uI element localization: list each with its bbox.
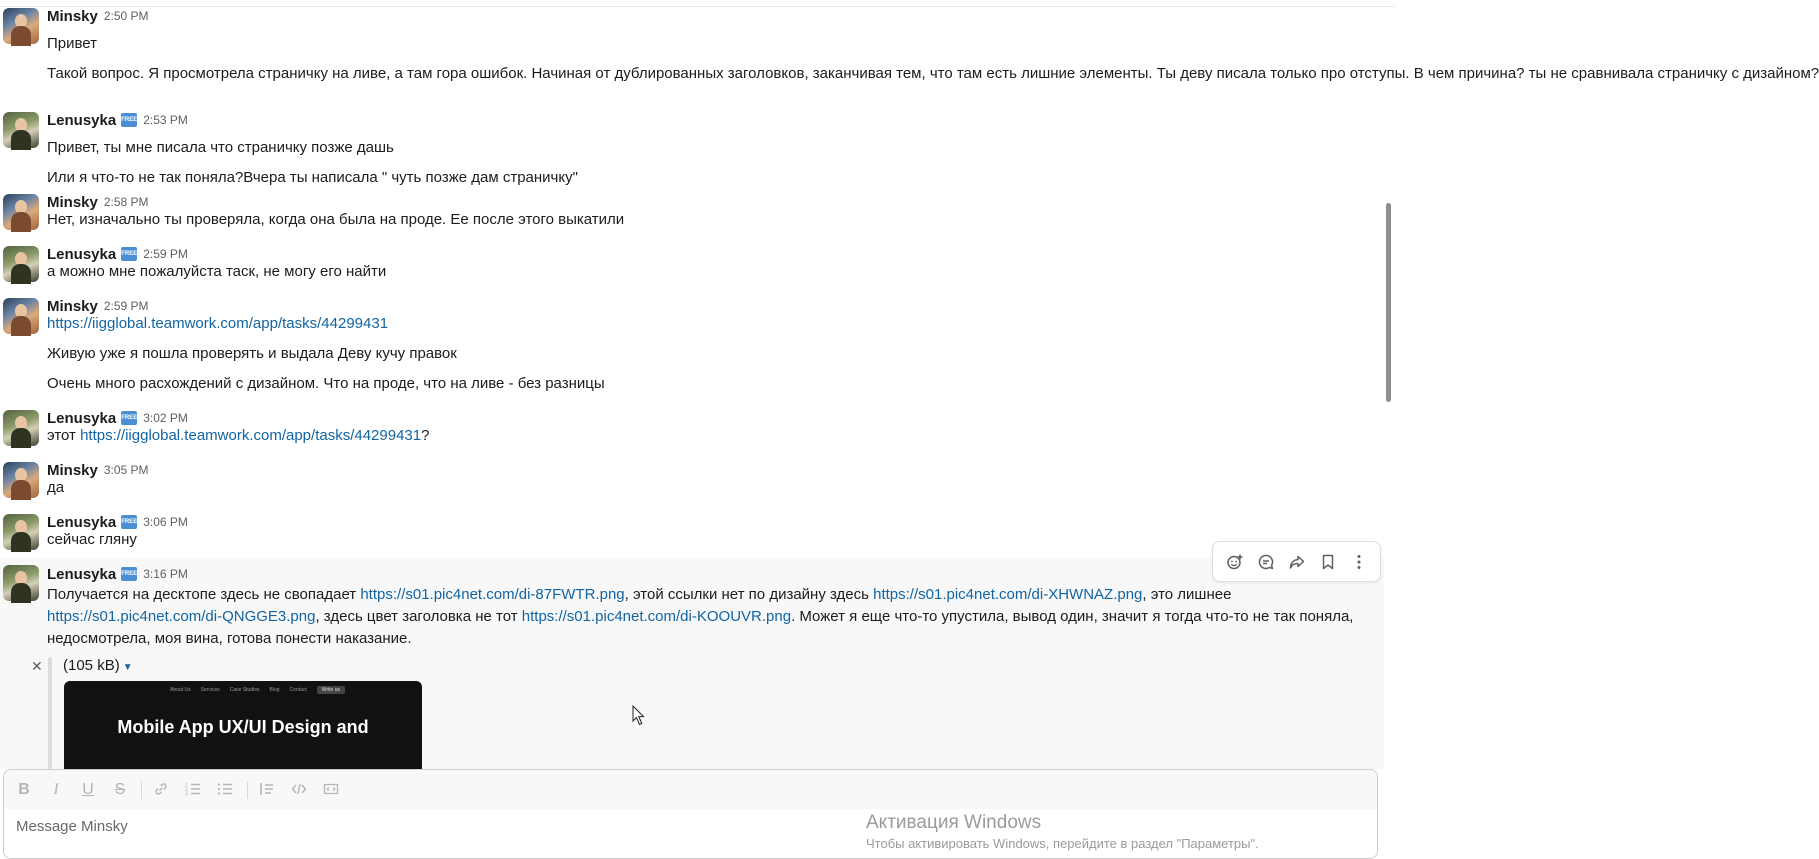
svg-text:1: 1: [185, 782, 188, 789]
underline-icon[interactable]: U: [82, 781, 94, 798]
timestamp[interactable]: 3:02 PM: [143, 411, 188, 425]
avatar[interactable]: [3, 112, 39, 148]
text-segment: Получается на десктопе здесь не свопадает: [47, 586, 361, 603]
text-segment: Очень много расхождений с дизайном. Что на проде, что на ливе - без разницы: [47, 375, 605, 392]
message-actions-toolbar: [1212, 541, 1381, 582]
text-segment: , этой ссылки нет по дизайну здесь: [624, 586, 874, 603]
timestamp[interactable]: 2:50 PM: [103, 9, 149, 23]
attachment-preview[interactable]: [64, 681, 422, 769]
message: [0, 192, 1384, 240]
toolbar-divider: [247, 781, 248, 799]
code-block-icon[interactable]: [321, 780, 341, 800]
message-link[interactable]: https://s01.pic4net.com/di-KOOUVR.png: [521, 608, 792, 625]
svg-text:3: 3: [185, 791, 188, 798]
forward-icon[interactable]: [1284, 549, 1310, 575]
free-badge-icon: FREE: [121, 567, 137, 581]
message-text: [47, 313, 1367, 335]
message-text: [47, 137, 1367, 159]
avatar[interactable]: [3, 194, 39, 230]
author-name[interactable]: Minsky: [47, 297, 98, 315]
preview-nav: [170, 685, 345, 694]
preview-title: Mobile App UX/UI Design and: [117, 717, 369, 737]
avatar[interactable]: [3, 298, 39, 334]
caret-down-icon[interactable]: ▼: [122, 662, 133, 673]
remove-attachment-icon[interactable]: ✕: [31, 658, 43, 674]
free-badge-icon: FREE: [121, 113, 137, 127]
bulleted-list-icon[interactable]: [215, 780, 235, 800]
preview-nav-item: Blog: [269, 686, 280, 693]
preview-nav-item: Services: [200, 686, 220, 693]
activation-subtitle: Чтобы активировать Windows, перейдите в раздел "Параметры".: [866, 836, 1259, 851]
text-segment: Привет: [47, 35, 98, 52]
message-text: [47, 343, 1367, 365]
message-link[interactable]: https://s01.pic4net.com/di-XHWNAZ.png: [873, 586, 1143, 603]
text-segment: Привет, ты мне писала что страничку позже дашь: [47, 139, 394, 156]
author-name[interactable]: Lenusyka: [47, 111, 117, 129]
message-text: [47, 63, 1819, 85]
text-segment: Нет, изначально ты проверяла, когда она была на проде. Ее после этого выкатили: [47, 211, 625, 228]
message: [0, 460, 1384, 508]
message: [0, 6, 1819, 106]
message-text: [47, 425, 1367, 447]
toolbar-divider: [141, 781, 142, 799]
message-text: [47, 33, 1367, 55]
message-link[interactable]: https://iigglobal.teamwork.com/app/tasks/44299431: [47, 315, 389, 332]
scrollbar-thumb[interactable]: [1386, 203, 1391, 402]
timestamp[interactable]: 2:59 PM: [103, 299, 149, 313]
blockquote-icon[interactable]: [257, 780, 277, 800]
free-badge-icon: FREE: [121, 247, 137, 261]
message-header: [47, 6, 149, 26]
formatting-toolbar: [4, 770, 1377, 809]
author-name[interactable]: Minsky: [47, 7, 98, 25]
text-segment: сейчас гляну: [47, 531, 137, 548]
add-reaction-icon[interactable]: [1222, 549, 1248, 575]
free-badge-icon: FREE: [121, 411, 137, 425]
avatar[interactable]: [3, 8, 39, 44]
message-link[interactable]: https://iigglobal.teamwork.com/app/tasks/44299431: [80, 427, 422, 444]
preview-button: Write us: [317, 686, 345, 694]
message-link[interactable]: https://s01.pic4net.com/di-QNGGE3.png: [47, 608, 316, 625]
avatar[interactable]: [3, 462, 39, 498]
text-segment: а можно мне пожалуйста таск, не могу его найти: [47, 263, 387, 280]
timestamp[interactable]: 2:53 PM: [143, 113, 188, 127]
text-segment: , здесь цвет заголовка не тот: [315, 608, 522, 625]
preview-nav-item: About Us: [170, 686, 191, 693]
message: [0, 244, 1384, 292]
text-segment: , это лишнее: [1142, 586, 1232, 603]
text-segment: ?: [421, 427, 430, 444]
message-text: [47, 261, 1367, 283]
preview-nav-item: Case Studies: [229, 686, 260, 693]
message-text: [47, 584, 1367, 650]
text-segment: Такой вопрос. Я просмотрела страничку на ливе, а там гора ошибок. Начиная от дублированных заголовков, заканчивая тем, что там есть лишние элементы. Ты деву писала только про отступы. В чем причина? ты не сравнивала страничку с дизайном?: [47, 65, 1819, 82]
author-name[interactable]: Minsky: [47, 193, 98, 211]
avatar[interactable]: [3, 246, 39, 282]
message: [0, 408, 1384, 456]
avatar[interactable]: [3, 565, 39, 601]
author-name[interactable]: Lenusyka: [47, 409, 117, 427]
more-actions-icon[interactable]: [1346, 549, 1372, 575]
avatar[interactable]: [3, 410, 39, 446]
strikethrough-icon[interactable]: S: [114, 781, 126, 798]
message-text: [47, 209, 1367, 231]
text-segment: . Может я еще что-то упустила, вывод один, значит я тогда что-то не так поняла, недосмотрела, моя вина, готова понести наказание.: [47, 608, 1354, 647]
attachment-bar: [48, 657, 52, 769]
bookmark-icon[interactable]: [1315, 549, 1341, 575]
message-text: [47, 529, 1367, 551]
text-segment: этот: [47, 427, 81, 444]
message-text: [47, 477, 1367, 499]
text-segment: Живую уже я пошла проверять и выдала Деву кучу правок: [47, 345, 457, 362]
message-text: [47, 167, 1367, 189]
message-text: [47, 373, 1367, 395]
text-segment: Или я что-то не так поняла?Вчера ты написала " чуть позже дам страничку": [47, 169, 578, 186]
timestamp[interactable]: 3:05 PM: [103, 463, 149, 477]
activation-title: Активация Windows: [866, 812, 1042, 833]
windows-activation-watermark: [866, 812, 1259, 854]
timestamp[interactable]: 2:58 PM: [103, 195, 149, 209]
svg-text:2: 2: [185, 787, 188, 793]
text-segment: да: [47, 479, 65, 496]
author-name[interactable]: Minsky: [47, 461, 98, 479]
bold-icon[interactable]: B: [18, 781, 30, 798]
message-header: [47, 110, 188, 130]
free-badge-icon: FREE: [121, 515, 137, 529]
timestamp[interactable]: 3:06 PM: [143, 515, 188, 529]
author-name[interactable]: Lenusyka: [47, 565, 117, 583]
italic-icon[interactable]: I: [53, 781, 59, 798]
message: [0, 110, 1384, 190]
timestamp[interactable]: 2:59 PM: [143, 247, 188, 261]
attachment-size-label: (105 kB): [63, 657, 120, 674]
ordered-list-icon[interactable]: [183, 780, 203, 800]
preview-nav-item: Contact: [289, 686, 307, 693]
timestamp[interactable]: 3:16 PM: [143, 567, 188, 581]
mouse-pointer-icon: [632, 705, 646, 727]
message-input[interactable]: Message Minsky: [16, 818, 128, 835]
message: [0, 296, 1384, 404]
attachment-size[interactable]: [63, 655, 133, 679]
reply-thread-icon[interactable]: [1253, 549, 1279, 575]
message-header: [47, 564, 188, 584]
avatar[interactable]: [3, 514, 39, 550]
author-name[interactable]: Lenusyka: [47, 245, 117, 263]
code-icon[interactable]: [289, 780, 309, 800]
link-icon[interactable]: [151, 780, 171, 800]
message: [0, 512, 1384, 558]
author-name[interactable]: Lenusyka: [47, 513, 117, 531]
message-link[interactable]: https://s01.pic4net.com/di-87FWTR.png: [360, 586, 625, 603]
